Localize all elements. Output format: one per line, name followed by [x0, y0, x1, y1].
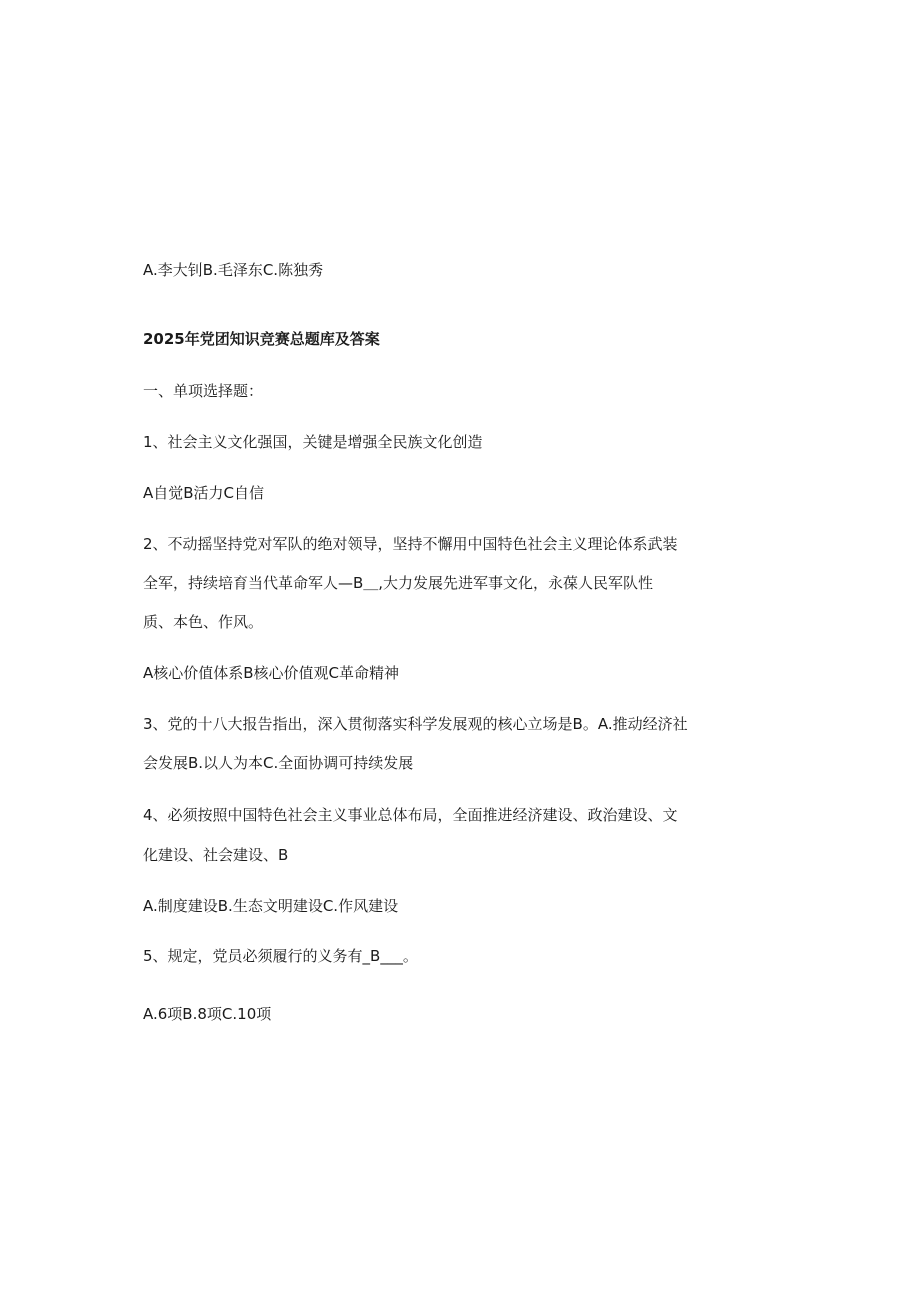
- question-1-line-1: 1、社会主义文化强国，关键是增强全民族文化创造: [143, 433, 483, 451]
- question-1-options: A自觉B活力C自信: [143, 484, 265, 502]
- question-2-line-1: 2、不动摇坚持党对军队的绝对领导，坚持不懈用中国特色社会主义理论体系武装: [143, 535, 678, 553]
- question-2-options: A核心价值体系B核心价值观C革命精神: [143, 664, 400, 682]
- section-heading: 一、单项选择题：: [143, 382, 264, 400]
- question-5-line-1: 5、规定，党员必须履行的义务有_B___。: [143, 947, 418, 965]
- question-4-line-1: 4、必须按照中国特色社会主义事业总体布局，全面推进经济建设、政治建设、文: [143, 806, 678, 824]
- question-2-line-3: 质、本色、作风。: [143, 613, 264, 631]
- question-4-options: A.制度建设B.生态文明建设C.作风建设: [143, 897, 399, 915]
- question-3-line-1: 3、党的十八大报告指出，深入贯彻落实科学发展观的核心立场是B。A.推动经济社: [143, 715, 688, 733]
- question-5-options: A.6项B.8项C.10项: [143, 1005, 272, 1023]
- document-title: 2025年党团知识竞赛总题库及答案: [143, 330, 380, 348]
- question-4-line-2: 化建设、社会建设、B: [143, 846, 289, 864]
- question-3-line-2: 会发展B.以人为本C.全面协调可持续发展: [143, 754, 414, 772]
- top-options-line: A.李大钊B.毛泽东C.陈独秀: [143, 261, 324, 279]
- question-2-line-2: 全军，持续培育当代革命军人—B＿,大力发展先进军事文化，永葆人民军队性: [143, 574, 654, 592]
